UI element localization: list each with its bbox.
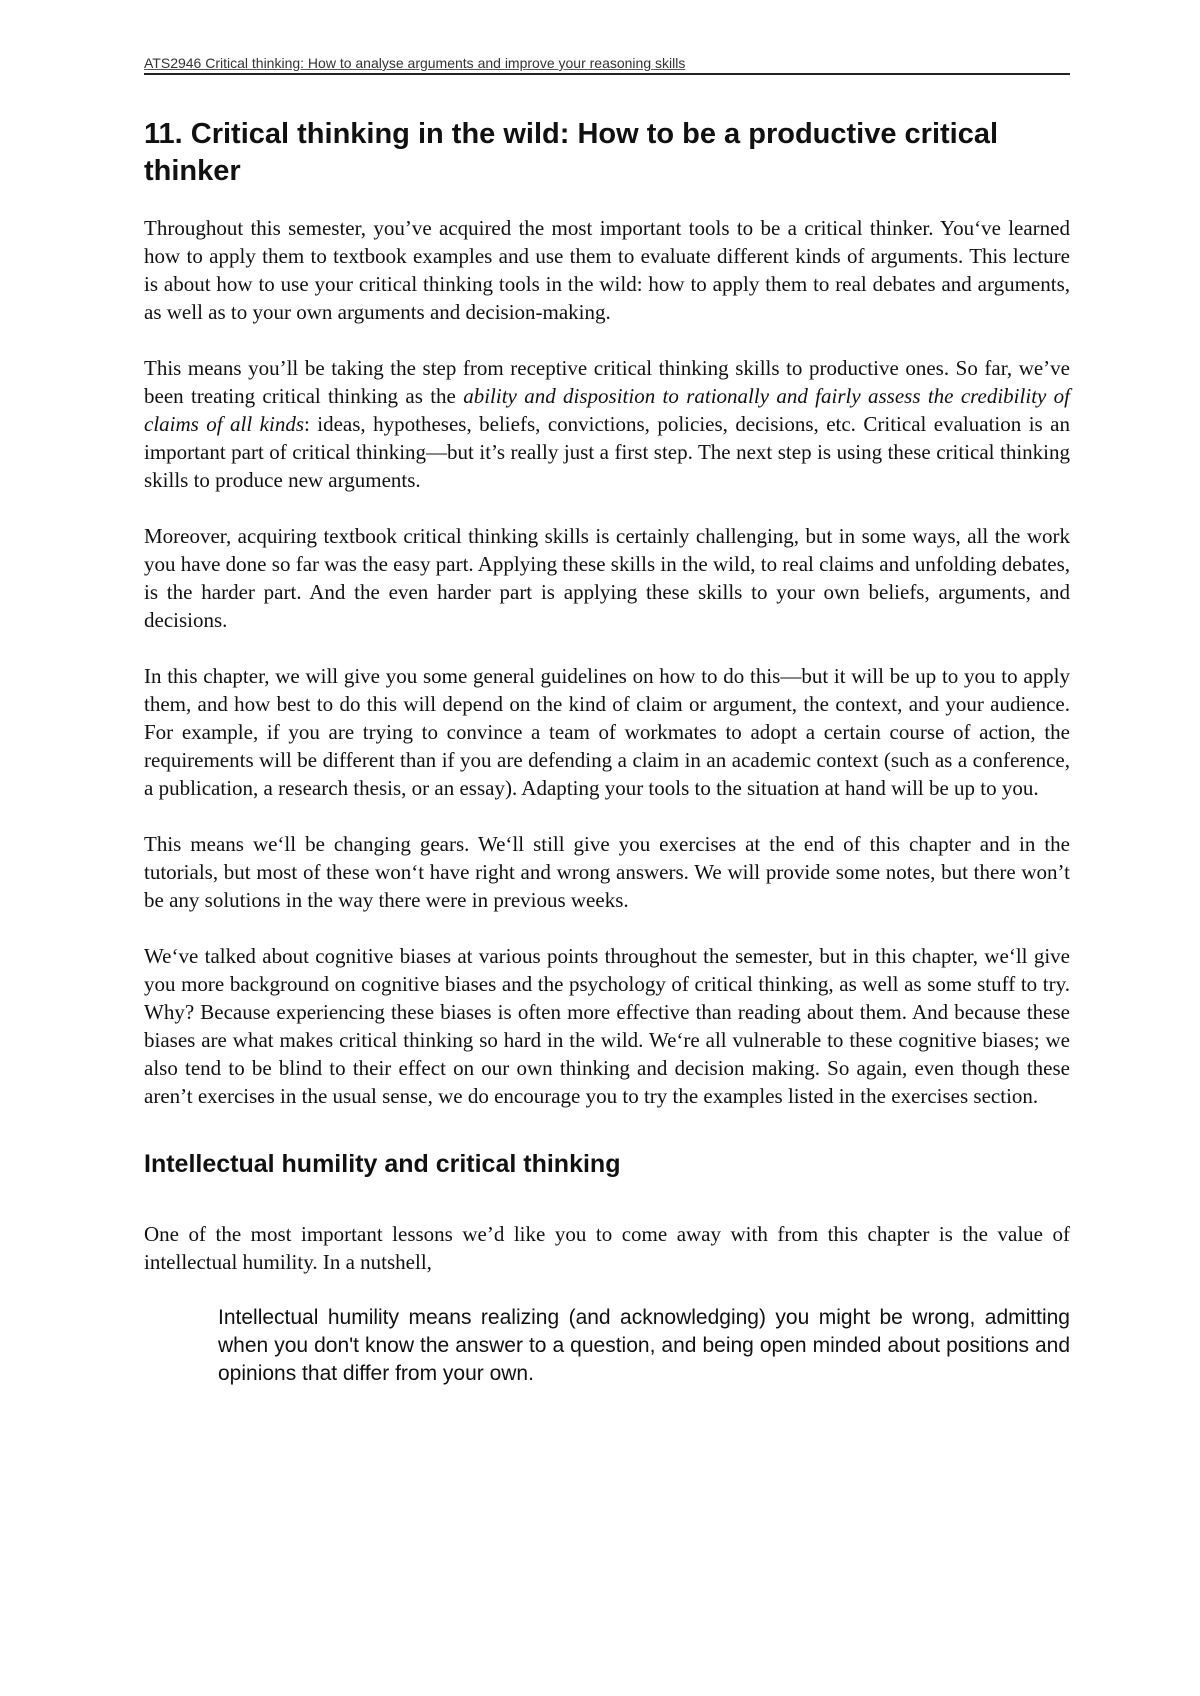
chapter-title: 11. Critical thinking in the wild: How to be a productive critical thinker [144, 118, 999, 187]
section-heading: Intellectual humility and critical thinking [144, 1150, 621, 1178]
paragraph-1: Throughout this semester, you’ve acquired the most important tools to be a critical thinker. You‘ve learned how to apply them to textbook examples and use them to evaluate different kinds of arguments. This lecture is about how to use your critical thinking tools in the wild: how to apply them to real debates and arguments, as well as to your own arguments and decision-making. [144, 216, 1070, 324]
paragraph-4: In this chapter, we will give you some general guidelines on how to do this—but it will be up to you to apply them, and how best to do this will depend on the kind of claim or argument, the context, and your audience. For example, if you are trying to convince a team of workmates to adopt a certain course of action, the requirements will be different than if you are defending a claim in an academic context (such as a conference, a publication, a research thesis, or an essay). Adapting your tools to the situation at hand will be up to you. [144, 664, 1070, 800]
paragraph-2-text-b: : ideas, hypotheses, beliefs, convictions, policies, decisions, etc. Critical evaluation is an important part of critical thinking—but it’s really just a first step. The next step is using these critical thinking skills to produce new arguments. [144, 412, 1070, 492]
paragraph-2 [144, 354, 1070, 494]
paragraph-3: Moreover, acquiring textbook critical thinking skills is certainly challenging, but in some ways, all the work you have done so far was the easy part. Applying these skills in the wild, to real claims and unfolding debates, is the harder part. And the even harder part is applying these skills to your own beliefs, arguments, and decisions. [144, 524, 1070, 632]
paragraph-5: This means we‘ll be changing gears. We‘ll still give you exercises at the end of this chapter and in the tutorials, but most of these won‘t have right and wrong answers. We will provide some notes, but there won’t be any solutions in the way there were in previous weeks. [144, 832, 1070, 912]
running-header: ATS2946 Critical thinking: How to analyse arguments and improve your reasoning skills [144, 55, 1070, 75]
paragraph-6: We‘ve talked about cognitive biases at various points throughout the semester, but in this chapter, we‘ll give you more background on cognitive biases and the psychology of critical thinking, as well as some stuff to try. Why? Because experiencing these biases is often more effective than reading about them. And because these biases are what makes critical thinking so hard in the wild. We‘re all vulnerable to these cognitive biases; we also tend to be blind to their effect on our own thinking and decision making. So again, even though these aren’t exercises in the usual sense, we do encourage you to try the examples listed in the exercises section. [144, 944, 1070, 1108]
definition-quote: Intellectual humility means realizing (and acknowledging) you might be wrong, admitting when you don't know the answer to a question, and being open minded about positions and opinions that differ from your own. [218, 1306, 1070, 1385]
section-intro: One of the most important lessons we’d like you to come away with from this chapter is the value of intellectual humility. In a nutshell, [144, 1222, 1070, 1274]
page-content [144, 116, 1070, 1388]
paragraph-2-definition: ability and disposition to rationally and fairly assess the credibility of claims of all kinds [144, 384, 1071, 436]
paragraph-2-text-a: This means you’ll be taking the step from receptive critical thinking skills to productive ones. So far, we’ve been treating critical thinking as the [144, 356, 1070, 408]
